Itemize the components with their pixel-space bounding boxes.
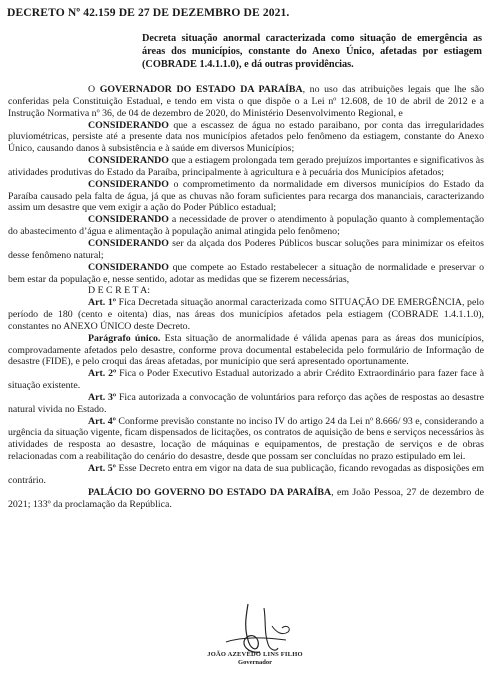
decree-summary: Decreta situação anormal caracterizada como situação de emergência as áreas dos municípios, constante do Anexo Único, afetadas por estiagem (COBRADE 1.4.1.1.0), e dá outras providências. (142, 33, 482, 70)
considerando-label: CONSIDERANDO (88, 261, 169, 273)
decreta-heading: D E C R E T A: (88, 285, 150, 297)
considerando-paragraph (8, 214, 484, 238)
article-paragraph (8, 297, 484, 333)
decree-body (8, 84, 484, 510)
article-label: Art. 3º (88, 391, 117, 403)
article-paragraph (8, 368, 484, 392)
article-paragraph (8, 416, 484, 463)
article-text: Fica autorizada a convocação de voluntários para reforço das ações de respostas ao desastre natural vivida no Estado. (8, 391, 484, 415)
article-label: Art. 5º (88, 463, 116, 474)
preamble-prefix: O (88, 84, 100, 95)
article-text: Fica Decretada situação anormal caracterizada como SITUAÇÃO DE EMERGÊNCIA, pelo período de 180 (cento e oitenta) dias, nas áreas dos municípios afetados pela estiagem (COBRADE 1.4.1.1.0), constantes no ANEXO ÚNICO deste Decreto. (8, 297, 484, 332)
considerando-paragraph (8, 238, 484, 262)
considerando-paragraph (8, 155, 484, 179)
preamble-paragraph (8, 84, 484, 120)
signatory-name: JOÃO AZEVÊDO LINS FILHO (207, 651, 303, 658)
considerando-paragraph (8, 262, 484, 286)
considerando-text: ser da alçada dos Poderes Públicos buscar soluções para minimizar os efeitos desse fenômeno natural; (8, 237, 484, 261)
preamble-text: , no uso das atribuições legais que lhe são conferidas pela Constituição Estadual, e tendo em vista o que dispõe o a Lei nº 12.608, de 10 de abril de 2012 e a Instrução Normativa nº 36, de 04 de dezembro de 2020, do Ministério Desenvolvimento Regional, e (8, 84, 485, 119)
article-text: Esta situação de anormalidade é válida apenas para as áreas dos municípios, comprovadamente afetados pelo desastre, conforme prova documental estabelecida pelo formulário de Informação de desastre (FIDE), e pelo croqui das áreas afetadas, por município que será apresentado oportunamente. (8, 332, 484, 368)
signatory-role: Governador (238, 659, 272, 666)
considerando-label: CONSIDERANDO (88, 214, 169, 226)
considerando-label: CONSIDERANDO (88, 119, 169, 131)
article-paragraph (8, 333, 484, 369)
closing-palace: PALÁCIO DO GOVERNO DO ESTADO DA PARAÍBA (88, 486, 332, 498)
considerando-paragraph (8, 179, 484, 215)
considerando-label: CONSIDERANDO (88, 237, 169, 249)
considerando-text: que compete ao Estado restabelecer a situação de normalidade e preservar o bem estar da população e, nesse sentido, adotar as medidas que se fizerem necessárias, (8, 261, 484, 285)
considerando-text: que a escassez de água no estado paraibano, por conta das irregularidades pluviométricas, persiste até a presente data nos municípios afetados pelo fenômeno da estiagem, constante do Anexo Único, causando danos à subsistência e à saúde em diversos Municípios; (8, 119, 484, 155)
considerando-text: a necessidade de prover o atendimento à população quanto à complementação do abastecimento d’água e alimentação à população animal atingida pelo fenômeno; (8, 214, 484, 238)
article-label: Art. 1º (88, 297, 116, 309)
considerando-label: CONSIDERANDO (88, 155, 169, 167)
considerando-paragraph (8, 120, 484, 156)
article-paragraph (8, 392, 484, 416)
closing-paragraph (8, 487, 484, 511)
article-text: Esse Decreto entra em vigor na data de sua publicação, ficando revogadas as disposições em contrário. (8, 463, 484, 486)
decree-title: DECRETO Nº 42.159 DE 27 DE DEZEMBRO DE 2021. (7, 6, 290, 19)
article-paragraph (8, 463, 484, 487)
considerando-text: o comprometimento da normalidade em diversos municípios do Estado da Paraíba causado pela falta de água, já que as chuvas não foram suficientes para recarga dos mananciais, caracterizando assim um desastre que vem exigir a ação do Poder Público estadual; (8, 178, 484, 214)
article-label: Art. 2º (88, 368, 117, 380)
article-label: Art. 4º (88, 415, 116, 427)
closing-text: , em João Pessoa, 27 de dezembro de 2021; 133º da proclamação da República. (8, 486, 484, 510)
considerando-label: CONSIDERANDO (88, 178, 169, 190)
article-text: Fica o Poder Executivo Estadual autorizado a abrir Crédito Extraordinário para fazer face à situação existente. (8, 368, 484, 392)
considerando-text: que a estiagem prolongada tem gerado prejuízos importantes e significativos às atividades produtivas do Estado da Paraíba, principalmente à agricultura e à pecuária dos Municípios afetados; (8, 155, 484, 178)
article-label: Parágrafo único. (88, 332, 161, 344)
preamble-governor: GOVERNADOR DO ESTADO DA PARAÍBA (99, 84, 303, 95)
article-text: Conforme previsão constante no inciso IV do artigo 24 da Lei nº 8.666/ 93 e, considerando a urgência da situação vigente, ficam dispensados de licitações, os contratos de aquisição de bens e serviços necessários às atividades de resposta ao desastre, locação de máquinas e equipamentos, de prestação de serviços e de obras relacionadas com a reabilitação do cenário do desastre, desde que possam ser concluídas no prazo estipulado em lei. (8, 415, 484, 463)
